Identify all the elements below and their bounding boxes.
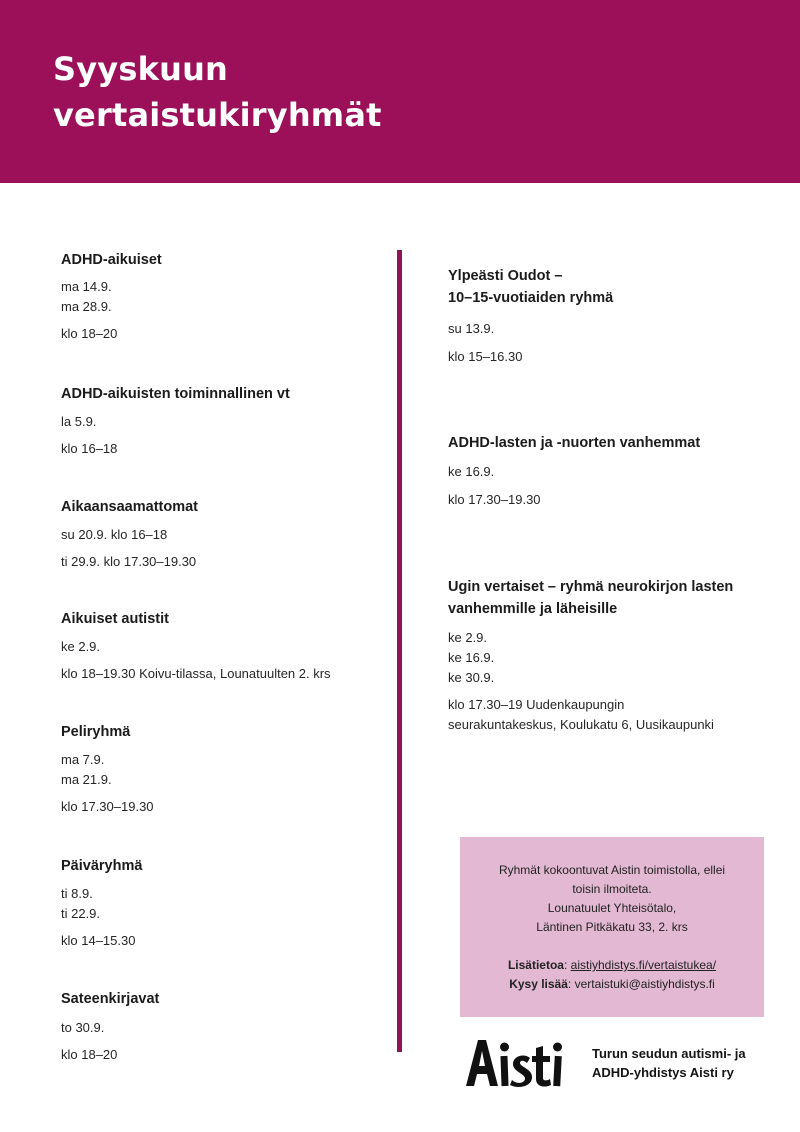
group-peliryhma (61, 721, 381, 817)
group-paivaryhma (61, 855, 381, 951)
info-line: Lounatuulet Yhteisötalo, (547, 901, 677, 915)
info-ask-email[interactable]: vertaistuki@aistiyhdistys.fi (574, 977, 715, 991)
group-ylpeasti-oudot (448, 265, 768, 367)
group-title: Aikaansaamattomat (61, 499, 198, 515)
info-line: Läntinen Pitkäkatu 33, 2. krs (536, 920, 688, 934)
page-title-line-1: Syyskuun (53, 50, 229, 88)
group-title (448, 265, 768, 309)
organization-name-line-2: ADHD-yhdistys Aisti ry (592, 1065, 734, 1080)
group-title: ADHD-aikuisten toiminnallinen vt (61, 386, 290, 402)
group-title: Aikuiset autistit (61, 611, 169, 627)
group-date: ma 28.9. (61, 299, 112, 314)
group-time: klo 18–20 (61, 326, 118, 341)
info-ask: Kysy lisää: vertaistuki@aistiyhdistys.fi (509, 977, 715, 991)
group-aikuiset-autistit (61, 608, 381, 684)
group-time: klo 17.30–19 Uudenkaupungin (448, 697, 625, 712)
group-title: Päiväryhmä (61, 858, 143, 874)
info-box (460, 837, 764, 1017)
group-time: klo 17.30–19.30 (61, 799, 154, 814)
group-date: ma 7.9. (61, 752, 105, 767)
group-title: Sateenkirjavat (61, 991, 160, 1007)
group-location: seurakuntakeskus, Koulukatu 6, Uusikaupunki (448, 717, 714, 732)
group-time: klo 15–16.30 (448, 349, 523, 364)
info-ask-label: Kysy lisää (509, 977, 568, 991)
page-title (53, 46, 653, 138)
group-title-line-2: vanhemmille ja läheisille (448, 601, 618, 617)
group-date: la 5.9. (61, 414, 97, 429)
group-session: ti 29.9. klo 17.30–19.30 (61, 554, 197, 569)
group-title: ADHD-lasten ja -nuorten vanhemmat (448, 435, 701, 451)
group-title-line-1: Ylpeästi Oudot – (448, 268, 563, 284)
organization-name (592, 1044, 782, 1082)
column-divider (397, 250, 402, 1052)
group-date: ma 21.9. (61, 772, 112, 787)
group-title: Peliryhmä (61, 724, 131, 740)
group-date: ti 22.9. (61, 906, 101, 921)
group-title: ADHD-aikuiset (61, 252, 162, 268)
info-more: Lisätietoa: aistiyhdistys.fi/vertaistukea/ (507, 958, 717, 972)
group-title (448, 576, 788, 620)
group-time: klo 18–19.30 Koivu-tilassa, Lounatuulten 2. krs (61, 666, 331, 681)
group-date: ti 8.9. (61, 886, 93, 901)
group-adhd-aikuiset (61, 249, 381, 344)
group-date: ma 14.9. (61, 279, 112, 294)
group-adhd-toiminnallinen (61, 383, 381, 459)
aisti-logo-icon (464, 1034, 572, 1090)
aisti-logo (464, 1034, 572, 1090)
group-time: klo 14–15.30 (61, 933, 136, 948)
group-date: ke 30.9. (448, 670, 495, 685)
info-line: toisin ilmoiteta. (572, 882, 652, 896)
group-date: to 30.9. (61, 1020, 105, 1035)
group-date: ke 16.9. (448, 650, 495, 665)
group-date: ke 2.9. (61, 639, 101, 654)
group-sateenkirjavat (61, 988, 381, 1065)
info-more-link[interactable]: aistiyhdistys.fi/vertaistukea/ (570, 958, 717, 972)
page-title-line-2: vertaistukiryhmät (53, 96, 382, 134)
group-time: klo 16–18 (61, 441, 118, 456)
group-aikaansaamattomat (61, 496, 381, 572)
info-more-label: Lisätietoa (507, 958, 564, 972)
group-date: ke 16.9. (448, 464, 495, 479)
group-ugin-vertaiset (448, 576, 788, 735)
header-banner (0, 0, 800, 183)
group-date: su 13.9. (448, 321, 495, 336)
group-title-line-1: Ugin vertaiset – ryhmä neurokirjon lasten (448, 579, 734, 595)
group-date: ke 2.9. (448, 630, 488, 645)
info-line: Ryhmät kokoontuvat Aistin toimistolla, ellei (498, 863, 726, 877)
organization-name-line-1: Turun seudun autismi- ja (592, 1046, 746, 1061)
group-time: klo 17.30–19.30 (448, 492, 541, 507)
group-adhd-vanhemmat (448, 432, 768, 510)
group-time: klo 18–20 (61, 1047, 118, 1062)
group-session: su 20.9. klo 16–18 (61, 527, 168, 542)
group-title-line-2: 10–15-vuotiaiden ryhmä (448, 290, 614, 306)
